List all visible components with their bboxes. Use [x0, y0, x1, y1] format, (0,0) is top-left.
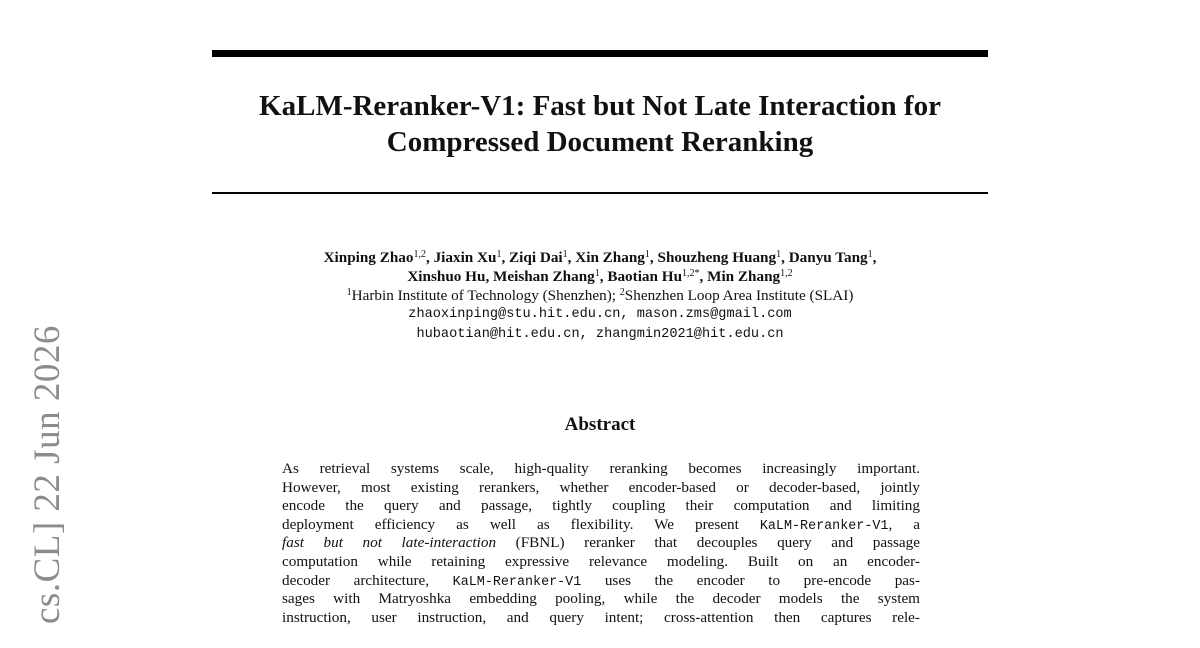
author-affil-sup: 1: [867, 249, 873, 260]
affil-sup: 1: [346, 287, 352, 298]
abstract-text: uses the encoder to pre-encode pas-: [581, 571, 920, 589]
arxiv-stamp: cs.CL] 22 Jun 2026: [27, 325, 68, 624]
authors-line-1: Xinping Zhao$^{1,2}$, Jiaxin Xu$^1$, Ziqi Dai$^1$, Xin Zhang$^1$, Shouzheng Huang$^1$, Danyu Tang$^1$,: [323, 249, 877, 266]
author-name: Xin Zhang: [575, 249, 645, 266]
author-affil-sup: 1,2*: [682, 268, 700, 279]
authors-line-2: Xinshuo Hu, Meishan Zhang$^1$, Baotian $Hu^{1,2*}$, Min Zhang$^{1,2}$: [407, 268, 793, 285]
paper-title-line-2: Compressed Document Reranking: [386, 126, 814, 158]
abstract-line-4: [282, 516, 920, 535]
affiliation-2: Shenzhen Loop Area Institute (SLAI): [624, 287, 854, 304]
author-affil-sup: 1: [644, 249, 650, 260]
abstract-line: computation while retaining expressive relevance modeling. Built on an encoder-: [282, 552, 920, 570]
author-affil-sup: 1: [496, 249, 502, 260]
affiliation-1: Harbin Institute of Technology (Shenzhen);: [351, 287, 620, 304]
author-name: Meishan Zhang: [493, 268, 595, 285]
abstract-line: However, most existing rerankers, whether encoder-based or decoder-based, jointly: [282, 478, 920, 496]
author-name: Xinping Zhao: [323, 249, 414, 266]
abstract-text: deployment efficiency as well as flexibility. We present: [282, 515, 739, 533]
abstract-line-5: [282, 534, 920, 553]
author-affil-sup: 1: [776, 249, 782, 260]
abstract-text: , a: [888, 515, 920, 533]
affil-sup: 2: [619, 287, 625, 298]
title-top-rule: [212, 50, 988, 57]
abstract-text: (FBNL) reranker that decouples query and passage: [496, 534, 920, 552]
author-name: Ziqi Dai: [509, 249, 563, 266]
abstract-line: encode the query and passage, tightly coupling their computation and limiting: [282, 497, 920, 515]
author-affil-sup: 1: [562, 249, 568, 260]
author-affil-sup: 1,2: [780, 268, 793, 279]
author-block: [212, 248, 988, 345]
author-name: Danyu Tang: [788, 249, 868, 266]
paper-title: [212, 88, 988, 160]
author-affil-sup: 1,2: [413, 249, 426, 260]
abstract-text: decoder architecture,: [282, 571, 430, 589]
author-name: Shouzheng Huang: [657, 249, 777, 266]
abstract-line: As retrieval systems scale, high-quality reranking becomes increasingly important.: [282, 460, 920, 477]
affiliations: [212, 286, 988, 305]
model-name-code: KaLM-Reranker-V1: [759, 518, 889, 534]
author-name: Baotian Hu: [607, 268, 683, 285]
paper-title-line-1: KaLM-Reranker-V1: Fast but Not Late Interaction for: [259, 90, 941, 122]
author-affil-sup: 1: [594, 268, 600, 279]
title-bottom-rule: [212, 192, 988, 194]
abstract-line: sages with Matryoshka embedding pooling, while the decoder models the system: [282, 590, 920, 608]
email-line-1: zhaoxinping@stu.hit.edu.cn, mason.zms@gmail.com: [408, 307, 792, 322]
author-name: Min Zhang: [707, 268, 781, 285]
author-name: Jiaxin Xu: [433, 249, 497, 266]
abstract-body: [282, 460, 920, 627]
abstract-heading: Abstract: [564, 414, 636, 435]
abstract-line: instruction, user instruction, and query intent; cross-attention then captures rele-: [282, 608, 920, 626]
arxiv-sidebar: [18, 300, 78, 648]
author-name: Xinshuo Hu: [407, 268, 486, 285]
abstract-emphasis: fast but not late-interaction: [282, 534, 497, 552]
email-line-2: hubaotian@hit.edu.cn, zhangmin2021@hit.edu.cn: [416, 327, 784, 342]
model-name-code: KaLM-Reranker-V1: [452, 574, 582, 590]
abstract-line-7: [282, 572, 920, 591]
